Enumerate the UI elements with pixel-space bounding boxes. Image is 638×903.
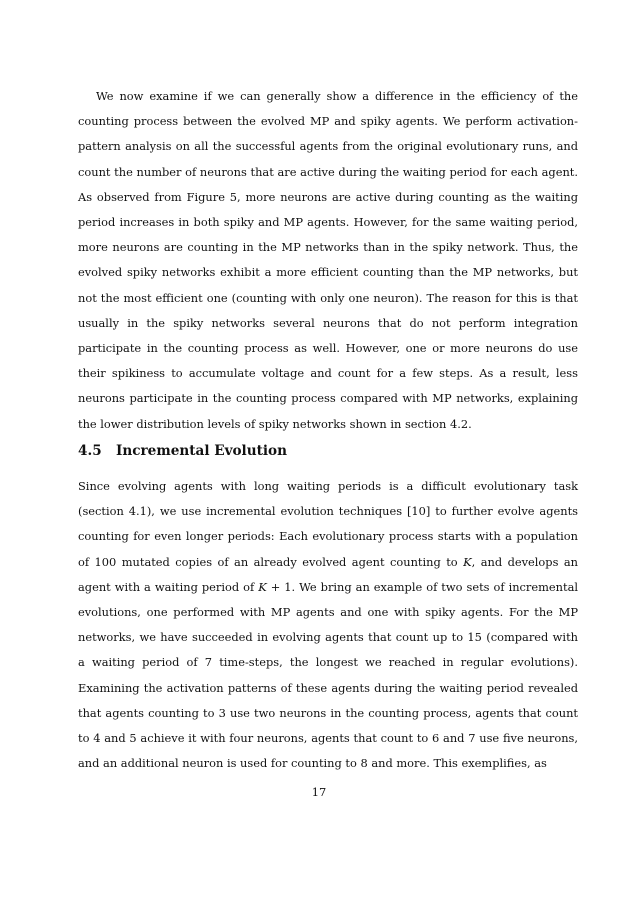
paragraph-2-part-c: + 1. We bring an example of two sets of incremental evolutions, one performed with MP agents and one with spiky agents. For the MP networks, we have succeeded in evolving agents that count up to 15 (compared with a waiting period of 7 time-steps, the longest we reached in regular evolutions). Examining the activation patterns of these agents during the waiting period revealed that agents counting to 3 use two neurons in the counting process, agents that count to 4 and 5 achieve it with four neurons, agents that count to 6 and 7 use five neurons, and an additional neuron is used for counting to 8 and more. This exemplifies, as [78, 579, 579, 771]
variable-k-2: K [258, 579, 267, 594]
variable-k: K [463, 554, 472, 569]
section-number: 4.5 [78, 443, 102, 459]
paragraph-2-part-b: , and develops an agent with a waiting period of [78, 554, 579, 594]
body-paragraph-1: We now examine if we can generally show a difference in the efficiency of the counting process between the evolved MP and spiky agents. We perform activation-pattern analysis on all the successful agents from the original evolutionary runs, and count the number of neurons that are active during the waiting period for each agent. As observed from Figure 5, more neurons are active during counting as the waiting period increases in both spiky and MP agents. However, for the same waiting period, more neurons are counting in the MP networks than in the spiky network. Thus, the evolved spiky networks exhibit a more efficient counting than the MP networks, but not the most efficient one (counting with only one neuron). The reason for this is that usually in the spiky networks several neurons that do not perform integration participate in the counting process as well. However, one or more neurons do use their spikiness to accumulate voltage and count for a few steps. As a result, less neurons participate in the counting process compared with MP networks, explaining the lower distribution levels of spiky networks shown in section 4.2. [78, 89, 578, 431]
section-heading [78, 440, 578, 462]
body-paragraph-2 [78, 474, 578, 776]
page-number: 17 [311, 785, 327, 799]
paragraph-2-part-a: Since evolving agents with long waiting periods is a difficult evolutionary task (section 4.1), we use incremental evolution techniques [10] to further evolve agents counting for even longer periods: Each evolutionary process starts with a population of 100 mutated copies of an already evolved agent counting to [78, 479, 578, 569]
section-title: Incremental Evolution [116, 443, 287, 459]
